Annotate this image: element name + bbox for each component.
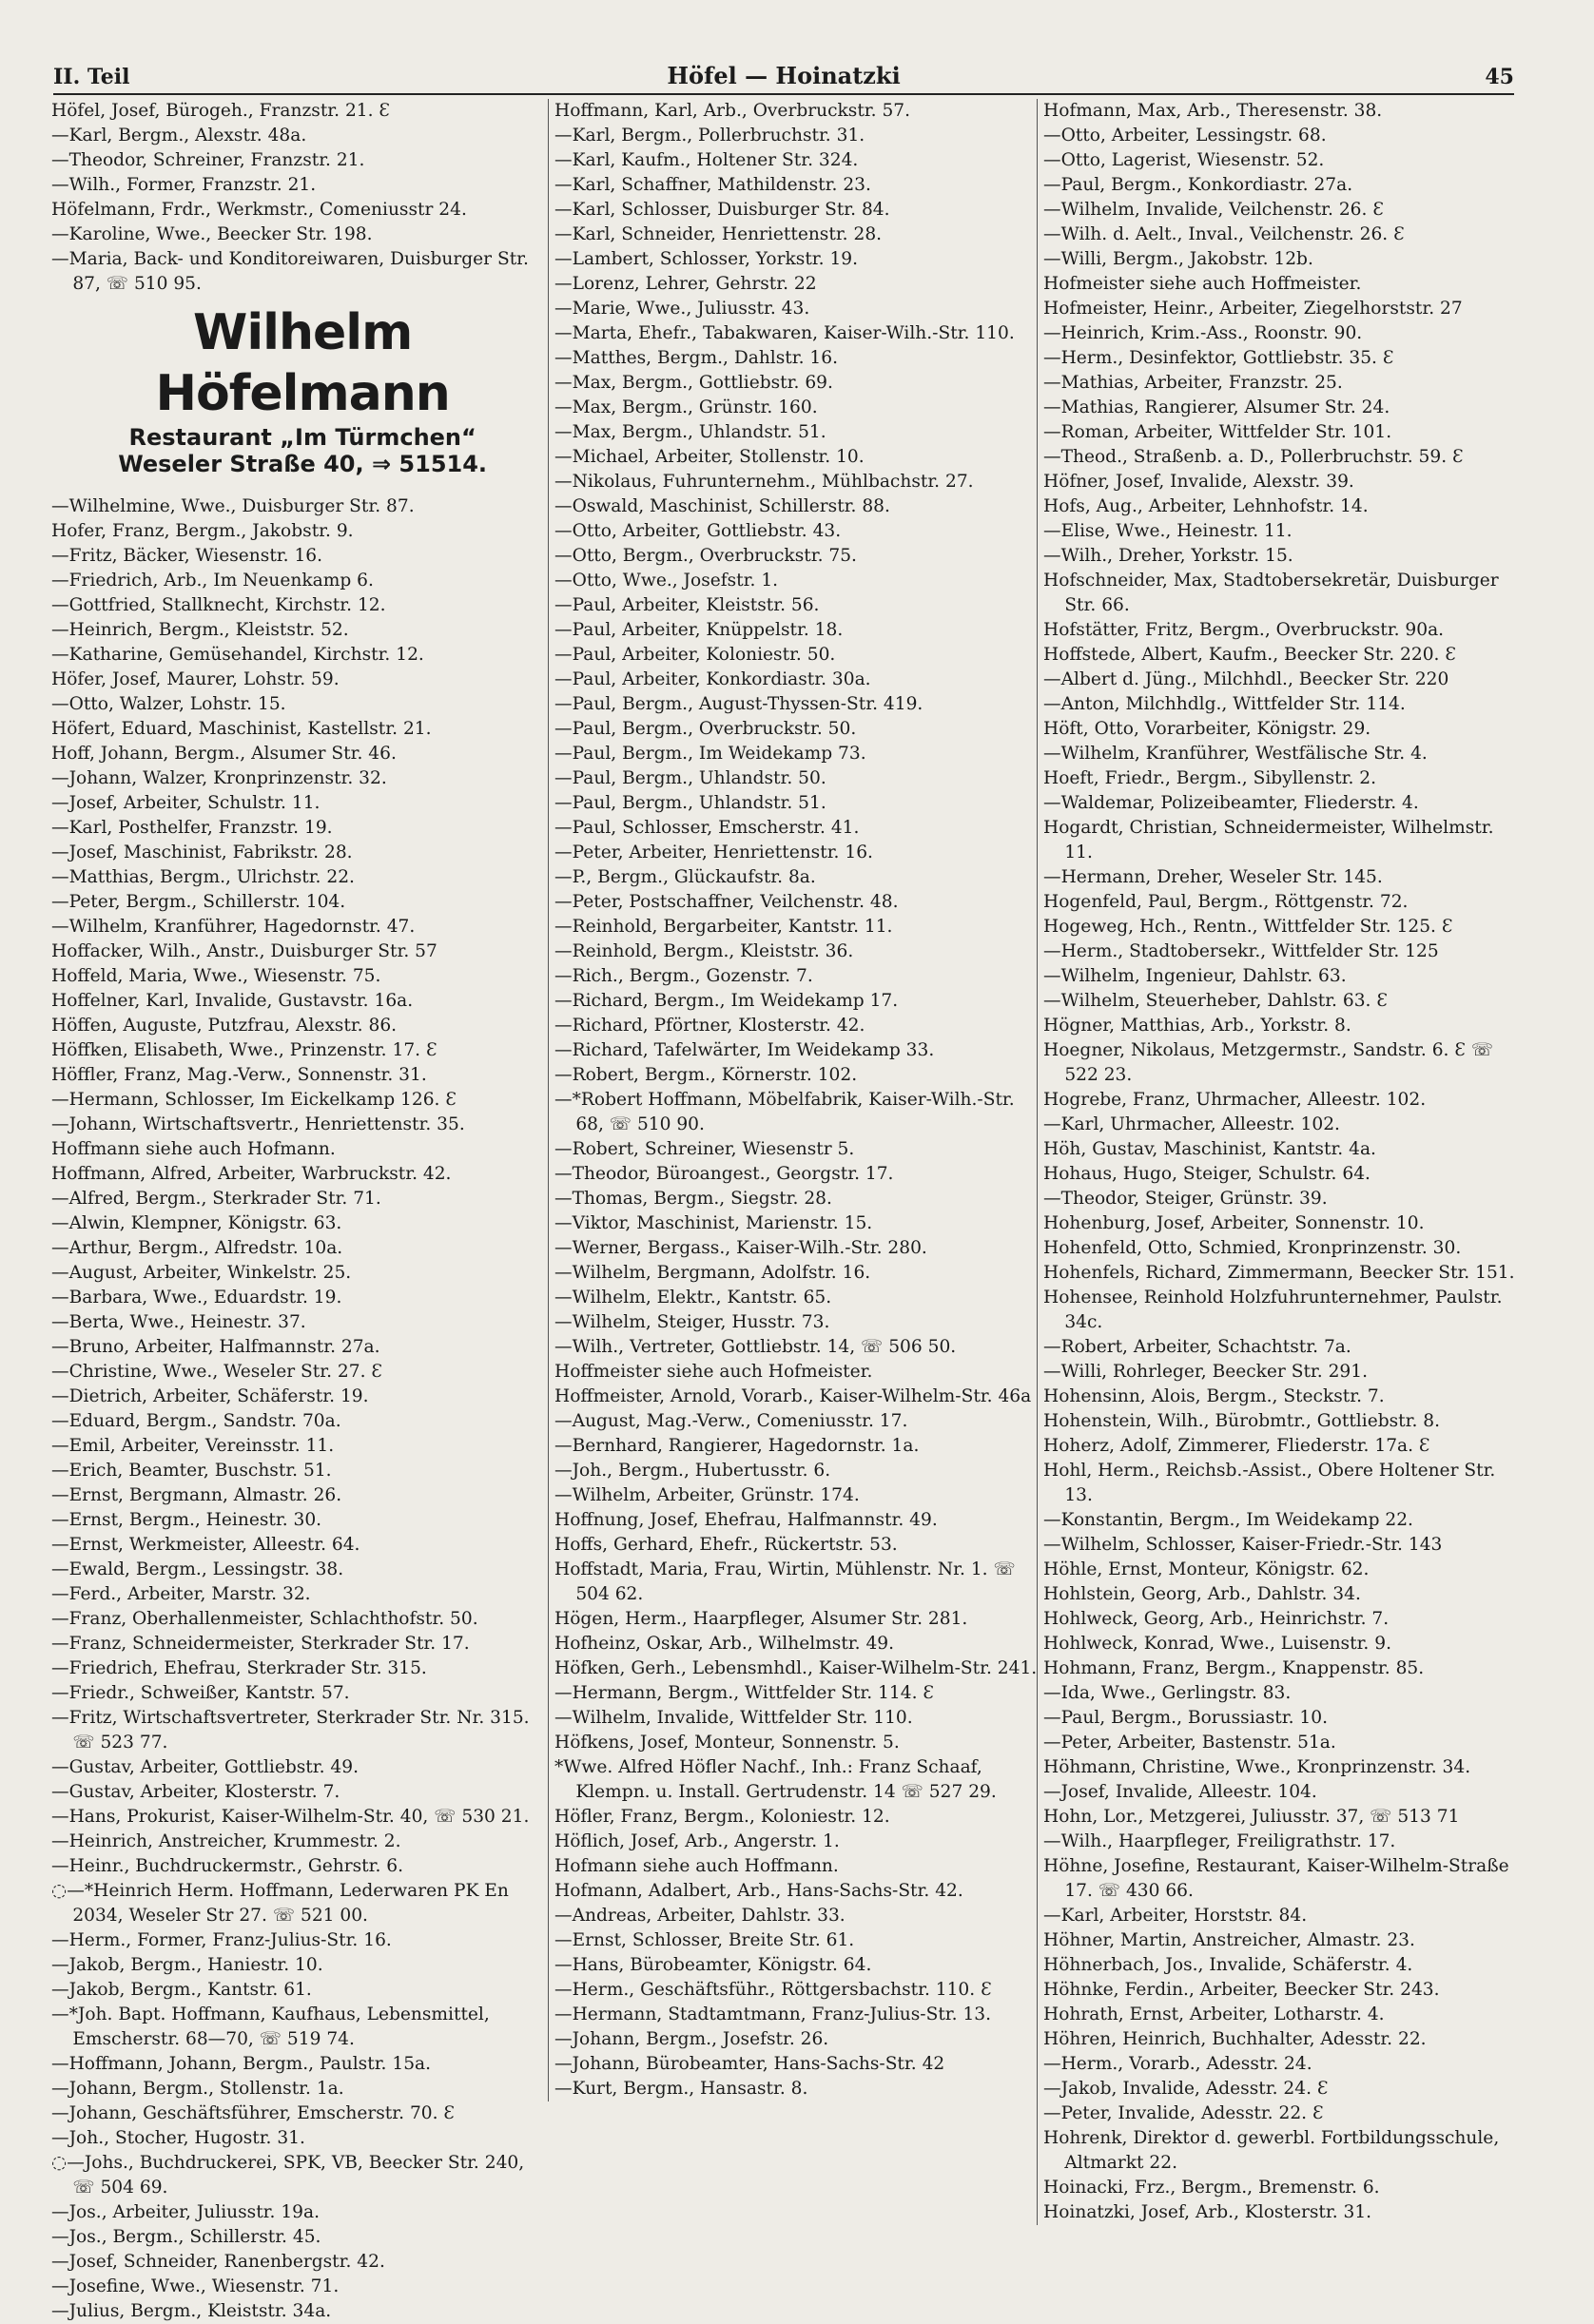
directory-entry: Höfler, Franz, Bergm., Koloniestr. 12. bbox=[554, 1807, 890, 1827]
directory-entry: Hofs, Aug., Arbeiter, Lehnhofstr. 14. bbox=[1043, 496, 1369, 516]
directory-entry: —Wilhelmine, Wwe., Duisburger Str. 87. bbox=[51, 496, 415, 516]
directory-entry: —Paul, Arbeiter, Koloniestr. 50. bbox=[554, 645, 836, 665]
directory-entry: —Elise, Wwe., Heinestr. 11. bbox=[1043, 521, 1293, 541]
directory-entry: —Thomas, Bergm., Siegstr. 28. bbox=[554, 1189, 832, 1209]
directory-entry: —Ernst, Bergm., Heinestr. 30. bbox=[51, 1510, 322, 1530]
directory-entry: —Karl, Schlosser, Duisburger Str. 84. bbox=[554, 200, 890, 220]
directory-entry: —Wilhelm, Steiger, Husstr. 73. bbox=[554, 1312, 830, 1332]
directory-entry: Hoffstadt, Maria, Frau, Wirtin, Mühlenstr. Nr. 1. ☏ 504 62. bbox=[554, 1559, 1016, 1604]
directory-entry: Hohrath, Ernst, Arbeiter, Lotharstr. 4. bbox=[1043, 2004, 1385, 2024]
directory-entry: —Wilh., Former, Franzstr. 21. bbox=[51, 175, 317, 195]
directory-entry: —Heinrich, Anstreicher, Krummestr. 2. bbox=[51, 1831, 401, 1851]
column-left-top bbox=[51, 99, 533, 297]
directory-entry: —Karl, Schneider, Henriettenstr. 28. bbox=[554, 224, 883, 244]
directory-entry: —*Joh. Bapt. Hoffmann, Kaufhaus, Lebensmittel, Emscherstr. 68—70, ☏ 519 74. bbox=[51, 2004, 490, 2049]
directory-entry: Hogeweg, Hch., Rentn., Wittfelder Str. 125. Ɛ bbox=[1043, 917, 1453, 937]
directory-entry: —Johann, Wirtschaftsvertr., Henriettenstr. 35. bbox=[51, 1114, 465, 1134]
directory-entry: —Alfred, Bergm., Sterkrader Str. 71. bbox=[51, 1189, 381, 1209]
directory-entry: —Viktor, Maschinist, Marienstr. 15. bbox=[554, 1213, 873, 1233]
directory-entry: —Roman, Arbeiter, Wittfelder Str. 101. bbox=[1043, 422, 1392, 442]
directory-entry: —*Robert Hoffmann, Möbelfabrik, Kaiser-Wilh.-Str. 68, ☏ 510 90. bbox=[554, 1090, 1015, 1134]
directory-entry: —Karl, Schaffner, Mathildenstr. 23. bbox=[554, 175, 871, 195]
directory-entry: —Herm., Desinfektor, Gottliebstr. 35. Ɛ bbox=[1043, 348, 1394, 368]
directory-entry: Hohrenk, Direktor d. gewerbl. Fortbildungsschule, Altmarkt 22. bbox=[1043, 2128, 1500, 2173]
directory-entry: —Paul, Arbeiter, Konkordiastr. 30a. bbox=[554, 669, 871, 689]
directory-entry: —Theodor, Steiger, Grünstr. 39. bbox=[1043, 1189, 1328, 1209]
directory-entry: —Wilhelm, Schlosser, Kaiser-Friedr.-Str. 143 bbox=[1043, 1535, 1443, 1555]
directory-entry: —Ernst, Bergmann, Almastr. 26. bbox=[51, 1485, 342, 1505]
directory-entry: Hofmeister, Heinr., Arbeiter, Ziegelhorststr. 27 bbox=[1043, 299, 1463, 319]
directory-entry: —Paul, Bergm., Im Weidekamp 73. bbox=[554, 744, 866, 764]
directory-entry: Hohmann, Franz, Bergm., Knappenstr. 85. bbox=[1043, 1658, 1425, 1678]
directory-entry: —Erich, Beamter, Buschstr. 51. bbox=[51, 1461, 332, 1481]
directory-entry: —Otto, Bergm., Overbruckstr. 75. bbox=[554, 546, 857, 566]
directory-entry: —Otto, Lagerist, Wiesenstr. 52. bbox=[1043, 150, 1325, 170]
directory-entry: —Josef, Arbeiter, Schulstr. 11. bbox=[51, 793, 321, 813]
directory-entry: Hoffmeister, Arnold, Vorarb., Kaiser-Wilhelm-Str. 46a bbox=[554, 1386, 1032, 1406]
directory-entry: —August, Mag.-Verw., Comeniusstr. 17. bbox=[554, 1411, 908, 1431]
directory-entry: —Willi, Bergm., Jakobstr. 12b. bbox=[1043, 249, 1313, 269]
directory-entry: Höhne, Josefine, Restaurant, Kaiser-Wilhelm-Straße 17. ☏ 430 66. bbox=[1043, 1856, 1509, 1901]
directory-entry: Hofer, Franz, Bergm., Jakobstr. 9. bbox=[51, 521, 354, 541]
directory-entry: Höflich, Josef, Arb., Angerstr. 1. bbox=[554, 1831, 840, 1851]
directory-entry: Höhnerbach, Jos., Invalide, Schäferstr. 4. bbox=[1043, 1955, 1413, 1975]
directory-entry: —Paul, Schlosser, Emscherstr. 41. bbox=[554, 818, 860, 838]
directory-entry: —Wilhelm, Kranführer, Hagedornstr. 47. bbox=[51, 917, 416, 937]
directory-entry: —Paul, Bergm., Uhlandstr. 50. bbox=[554, 768, 826, 788]
directory-entry: —Arthur, Bergm., Alfredstr. 10a. bbox=[51, 1238, 343, 1258]
directory-entry: —Johann, Walzer, Kronprinzenstr. 32. bbox=[51, 768, 387, 788]
directory-entry: —Johann, Geschäftsführer, Emscherstr. 70. Ɛ bbox=[51, 2103, 456, 2123]
directory-entry: Höfel, Josef, Bürogeh., Franzstr. 21. Ɛ bbox=[51, 101, 391, 121]
directory-entry: —Jos., Arbeiter, Juliusstr. 19a. bbox=[51, 2202, 321, 2222]
directory-entry: —Matthias, Bergm., Ulrichstr. 22. bbox=[51, 867, 355, 887]
directory-entry: —Andreas, Arbeiter, Dahlstr. 33. bbox=[554, 1906, 846, 1926]
directory-entry: —Wilh., Haarpfleger, Freiligrathstr. 17. bbox=[1043, 1831, 1396, 1851]
directory-entry: ◌—Johs., Buchdruckerei, SPK, VB, Beecker Str. 240, ☏ 504 69. bbox=[51, 2153, 525, 2198]
directory-entry: —Paul, Bergm., Borussiastr. 10. bbox=[1043, 1708, 1329, 1728]
directory-entry: Hohn, Lor., Metzgerei, Juliusstr. 37, ☏ 513 71 bbox=[1043, 1807, 1460, 1827]
directory-entry: —Peter, Arbeiter, Henriettenstr. 16. bbox=[554, 842, 873, 862]
directory-entry: Höhner, Martin, Anstreicher, Almastr. 23. bbox=[1043, 1930, 1415, 1950]
directory-entry: —Wilh., Dreher, Yorkstr. 15. bbox=[1043, 546, 1293, 566]
directory-entry: Hofmeister siehe auch Hoffmeister. bbox=[1043, 274, 1362, 294]
directory-entry: —Max, Bergm., Grünstr. 160. bbox=[554, 397, 818, 417]
column-left-bottom bbox=[51, 494, 533, 2324]
directory-entry: *Wwe. Alfred Höfler Nachf., Inh.: Franz Schaaf, Klempn. u. Install. Gertrudenstr. 14 ☏ 527 29. bbox=[554, 1757, 997, 1802]
directory-entry: —Wilh. d. Aelt., Inval., Veilchenstr. 26. Ɛ bbox=[1043, 224, 1405, 244]
directory-entry: —Bruno, Arbeiter, Halfmannstr. 27a. bbox=[51, 1337, 380, 1357]
directory-entry: —Herm., Geschäftsführ., Röttgersbachstr. 110. Ɛ bbox=[554, 1980, 992, 2000]
directory-entry: Hofmann, Max, Arb., Theresenstr. 38. bbox=[1043, 101, 1383, 121]
directory-entry: —Peter, Arbeiter, Bastenstr. 51a. bbox=[1043, 1733, 1336, 1753]
directory-entry: —Wilhelm, Bergmann, Adolfstr. 16. bbox=[554, 1263, 871, 1283]
directory-entry: —Wilhelm, Steuerheber, Dahlstr. 63. Ɛ bbox=[1043, 991, 1388, 1011]
directory-entry: —Jos., Bergm., Schillerstr. 45. bbox=[51, 2227, 321, 2247]
directory-entry: —Wilhelm, Invalide, Wittfelder Str. 110. bbox=[554, 1708, 913, 1728]
directory-entry: Hoffnung, Josef, Ehefrau, Halfmannstr. 49. bbox=[554, 1510, 938, 1530]
directory-entry: —Karl, Bergm., Pollerbruchstr. 31. bbox=[554, 126, 865, 145]
ad-address: Weseler Straße 40, ⇒ 51514. bbox=[118, 451, 488, 477]
directory-entry: —Otto, Wwe., Josefstr. 1. bbox=[554, 571, 779, 591]
directory-entry: —Friedrich, Arb., Im Neuenkamp 6. bbox=[51, 571, 374, 591]
directory-entry: —Jakob, Invalide, Adesstr. 24. Ɛ bbox=[1043, 2079, 1329, 2099]
directory-entry: —P., Bergm., Glückaufstr. 8a. bbox=[554, 867, 816, 887]
directory-entry: Hoffmeister siehe auch Hofmeister. bbox=[554, 1362, 873, 1382]
directory-entry: —Paul, Bergm., Uhlandstr. 51. bbox=[554, 793, 826, 813]
directory-entry: —Otto, Arbeiter, Gottliebstr. 43. bbox=[554, 521, 842, 541]
directory-entry: —Wilhelm, Elektr., Kantstr. 65. bbox=[554, 1288, 832, 1307]
directory-entry: Hoffelner, Karl, Invalide, Gustavstr. 16a. bbox=[51, 991, 414, 1011]
directory-entry: —Berta, Wwe., Heinestr. 37. bbox=[51, 1312, 306, 1332]
directory-entry: Höfer, Josef, Maurer, Lohstr. 59. bbox=[51, 669, 340, 689]
directory-entry: —Michael, Arbeiter, Stollenstr. 10. bbox=[554, 447, 865, 467]
directory-entry: —Hermann, Stadtamtmann, Franz-Julius-Str. 13. bbox=[554, 2004, 992, 2024]
directory-entry: —Reinhold, Bergm., Kleiststr. 36. bbox=[554, 941, 854, 961]
directory-entry: —Reinhold, Bergarbeiter, Kantstr. 11. bbox=[554, 917, 893, 937]
ad-subtitle: Restaurant „Im Türmchen“ bbox=[128, 424, 476, 451]
directory-entry: —Theod., Straßenb. a. D., Pollerbruchstr. 59. Ɛ bbox=[1043, 447, 1464, 467]
directory-entry: —Julius, Bergm., Kleiststr. 34a. bbox=[51, 2301, 332, 2321]
page-number: 45 bbox=[1485, 65, 1514, 89]
directory-entry: Hogrebe, Franz, Uhrmacher, Alleestr. 102. bbox=[1043, 1090, 1427, 1110]
directory-entry: —Joh., Stocher, Hugostr. 31. bbox=[51, 2128, 305, 2148]
directory-entry: —Friedrich, Ehefrau, Sterkrader Str. 315. bbox=[51, 1658, 427, 1678]
directory-entry: —Hoffmann, Johann, Bergm., Paulstr. 15a. bbox=[51, 2054, 432, 2074]
directory-entry: Hogenfeld, Paul, Bergm., Röttgenstr. 72. bbox=[1043, 892, 1409, 912]
directory-entry: Hoffmann, Alfred, Arbeiter, Warbruckstr. 42. bbox=[51, 1164, 452, 1184]
directory-entry: —Nikolaus, Fuhrunternehm., Mühlbachstr. 27. bbox=[554, 472, 974, 492]
directory-entry: Höhle, Ernst, Monteur, Königstr. 62. bbox=[1043, 1559, 1370, 1579]
directory-entry: Hohenfels, Richard, Zimmermann, Beecker Str. 151. bbox=[1043, 1263, 1515, 1283]
directory-entry: —Josef, Schneider, Ranenbergstr. 42. bbox=[51, 2252, 385, 2272]
directory-entry: —Matthes, Bergm., Dahlstr. 16. bbox=[554, 348, 838, 368]
directory-entry: Hoinacki, Frz., Bergm., Bremenstr. 6. bbox=[1043, 2178, 1380, 2198]
directory-entry: —Lambert, Schlosser, Yorkstr. 19. bbox=[554, 249, 859, 269]
directory-entry: —Richard, Pförtner, Klosterstr. 42. bbox=[554, 1016, 865, 1036]
column-left bbox=[51, 99, 533, 2324]
directory-entry: Höh, Gustav, Maschinist, Kantstr. 4a. bbox=[1043, 1139, 1376, 1159]
directory-entry: —Hermann, Dreher, Weseler Str. 145. bbox=[1043, 867, 1383, 887]
directory-entry: —Peter, Postschaffner, Veilchenstr. 48. bbox=[554, 892, 899, 912]
directory-entry: Hoffmann, Karl, Arb., Overbruckstr. 57. bbox=[554, 101, 911, 121]
directory-entry: —August, Arbeiter, Winkelstr. 25. bbox=[51, 1263, 352, 1283]
directory-entry: Hoffacker, Wilh., Anstr., Duisburger Str. 57 bbox=[51, 941, 437, 961]
directory-entry: —Bernhard, Rangierer, Hagedornstr. 1a. bbox=[554, 1436, 920, 1456]
directory-entry: —Werner, Bergass., Kaiser-Wilh.-Str. 280. bbox=[554, 1238, 927, 1258]
directory-entry: —Josef, Invalide, Alleestr. 104. bbox=[1043, 1782, 1317, 1802]
directory-entry: —Joh., Bergm., Hubertusstr. 6. bbox=[554, 1461, 831, 1481]
directory-entry: —Alwin, Klempner, Königstr. 63. bbox=[51, 1213, 342, 1233]
directory-entry: Hoffeld, Maria, Wwe., Wiesenstr. 75. bbox=[51, 966, 381, 986]
directory-entry: ◌—*Heinrich Herm. Hoffmann, Lederwaren PK En 2034, Weseler Str 27. ☏ 521 00. bbox=[51, 1881, 509, 1926]
directory-entry: —Karl, Posthelfer, Franzstr. 19. bbox=[51, 818, 333, 838]
directory-entry: —Kurt, Bergm., Hansastr. 8. bbox=[554, 2079, 808, 2099]
directory-entry: —Josef, Maschinist, Fabrikstr. 28. bbox=[51, 842, 353, 862]
section-label: II. Teil bbox=[53, 65, 130, 89]
directory-entry: Hofschneider, Max, Stadtobersekretär, Duisburger Str. 66. bbox=[1043, 571, 1499, 615]
directory-entry: Hohlstein, Georg, Arb., Dahlstr. 34. bbox=[1043, 1584, 1361, 1604]
directory-entry: —Wilhelm, Arbeiter, Grünstr. 174. bbox=[554, 1485, 860, 1505]
directory-entry: —Johann, Bergm., Stollenstr. 1a. bbox=[51, 2079, 344, 2099]
directory-entry: Höffen, Auguste, Putzfrau, Alexstr. 86. bbox=[51, 1016, 398, 1036]
directory-entry: —Heinrich, Bergm., Kleiststr. 52. bbox=[51, 620, 349, 640]
directory-entry: —Willi, Rohrleger, Beecker Str. 291. bbox=[1043, 1362, 1368, 1382]
directory-entry: —Ewald, Bergm., Lessingstr. 38. bbox=[51, 1559, 344, 1579]
column-right bbox=[1037, 99, 1523, 2225]
page-header bbox=[53, 55, 1514, 95]
directory-entry: —Friedr., Schweißer, Kantstr. 57. bbox=[51, 1683, 350, 1703]
directory-entry: —Paul, Bergm., Overbruckstr. 50. bbox=[554, 719, 857, 739]
directory-entry: Hoffs, Gerhard, Ehefr., Rückertstr. 53. bbox=[554, 1535, 898, 1555]
directory-entry: —Wilh., Vertreter, Gottliebstr. 14, ☏ 506 50. bbox=[554, 1337, 957, 1357]
directory-entry: —Paul, Arbeiter, Knüppelstr. 18. bbox=[554, 620, 844, 640]
directory-entry: —Richard, Tafelwärter, Im Weidekamp 33. bbox=[554, 1040, 935, 1060]
directory-entry: —Ernst, Schlosser, Breite Str. 61. bbox=[554, 1930, 855, 1950]
directory-entry: Höfner, Josef, Invalide, Alexstr. 39. bbox=[1043, 472, 1354, 492]
directory-entry: —Emil, Arbeiter, Vereinsstr. 11. bbox=[51, 1436, 335, 1456]
directory-entry: —Paul, Arbeiter, Kleiststr. 56. bbox=[554, 595, 820, 615]
directory-entry: Hofmann, Adalbert, Arb., Hans-Sachs-Str. 42. bbox=[554, 1881, 963, 1901]
directory-entry: —Otto, Walzer, Lohstr. 15. bbox=[51, 694, 286, 714]
directory-entry: Hoherz, Adolf, Zimmerer, Fliederstr. 17a. Ɛ bbox=[1043, 1436, 1430, 1456]
directory-entry: —Barbara, Wwe., Eduardstr. 19. bbox=[51, 1288, 342, 1307]
advertisement bbox=[51, 302, 533, 477]
directory-entry: Höfkens, Josef, Monteur, Sonnenstr. 5. bbox=[554, 1733, 900, 1753]
directory-entry: —Maria, Back- und Konditoreiwaren, Duisburger Str. 87, ☏ 510 95. bbox=[51, 249, 529, 294]
directory-entry: —Richard, Bergm., Im Weidekamp 17. bbox=[554, 991, 899, 1011]
directory-entry: —Franz, Schneidermeister, Sterkrader Str. 17. bbox=[51, 1634, 470, 1654]
directory-entry: Högen, Herm., Haarpfleger, Alsumer Str. 281. bbox=[554, 1609, 968, 1629]
directory-entry: —Peter, Invalide, Adesstr. 22. Ɛ bbox=[1043, 2103, 1324, 2123]
directory-entry: —Robert, Schreiner, Wiesenstr 5. bbox=[554, 1139, 855, 1159]
directory-entry: —Ferd., Arbeiter, Marstr. 32. bbox=[51, 1584, 311, 1604]
directory-entry: —Katharine, Gemüsehandel, Kirchstr. 12. bbox=[51, 645, 424, 665]
directory-entry: Hoff, Johann, Bergm., Alsumer Str. 46. bbox=[51, 744, 397, 764]
directory-entry: —Robert, Arbeiter, Schachtstr. 7a. bbox=[1043, 1337, 1351, 1357]
directory-entry: Hoinatzki, Josef, Arb., Klosterstr. 31. bbox=[1043, 2202, 1372, 2222]
directory-entry: —Fritz, Wirtschaftsvertreter, Sterkrader Str. Nr. 315. ☏ 523 77. bbox=[51, 1708, 530, 1753]
directory-entry: —Herm., Stadtobersekr., Wittfelder Str. 125 bbox=[1043, 941, 1439, 961]
directory-entry: Hohlweck, Georg, Arb., Heinrichstr. 7. bbox=[1043, 1609, 1390, 1629]
directory-entry: —Herm., Vorarb., Adesstr. 24. bbox=[1043, 2054, 1312, 2074]
directory-entry: —Hermann, Schlosser, Im Eickelkamp 126. Ɛ bbox=[51, 1090, 457, 1110]
directory-entry: Högner, Matthias, Arb., Yorkstr. 8. bbox=[1043, 1016, 1351, 1036]
directory-entry: —Peter, Bergm., Schillerstr. 104. bbox=[51, 892, 346, 912]
directory-entry: —Paul, Bergm., August-Thyssen-Str. 419. bbox=[554, 694, 923, 714]
directory-entry: Höffken, Elisabeth, Wwe., Prinzenstr. 17. Ɛ bbox=[51, 1040, 437, 1060]
directory-entry: —Fritz, Bäcker, Wiesenstr. 16. bbox=[51, 546, 323, 566]
directory-entry: Hohenstein, Wilh., Bürobmtr., Gottliebstr. 8. bbox=[1043, 1411, 1441, 1431]
directory-entry: Höfken, Gerh., Lebensmhdl., Kaiser-Wilhelm-Str. 241. bbox=[554, 1658, 1038, 1678]
directory-entry: —Hermann, Bergm., Wittfelder Str. 114. Ɛ bbox=[554, 1683, 934, 1703]
directory-entry: —Hans, Prokurist, Kaiser-Wilhelm-Str. 40, ☏ 530 21. bbox=[51, 1807, 530, 1827]
page-range-title: Höfel — Hoinatzki bbox=[667, 62, 901, 89]
directory-entry: —Anton, Milchhdlg., Wittfelder Str. 114. bbox=[1043, 694, 1406, 714]
directory-entry: —Robert, Bergm., Körnerstr. 102. bbox=[554, 1065, 858, 1085]
directory-entry: Hoeft, Friedr., Bergm., Sibyllenstr. 2. bbox=[1043, 768, 1377, 788]
directory-entry: —Lorenz, Lehrer, Gehrstr. 22 bbox=[554, 274, 817, 294]
directory-entry: Hogardt, Christian, Schneidermeister, Wilhelmstr. 11. bbox=[1043, 818, 1494, 862]
directory-entry: Hohl, Herm., Reichsb.-Assist., Obere Holtener Str. 13. bbox=[1043, 1461, 1496, 1505]
directory-entry: Hoffstede, Albert, Kaufm., Beecker Str. 220. Ɛ bbox=[1043, 645, 1456, 665]
directory-entry: Höhmann, Christine, Wwe., Kronprinzenstr. 34. bbox=[1043, 1757, 1471, 1777]
directory-entry: —Johann, Bürobeamter, Hans-Sachs-Str. 42 bbox=[554, 2054, 945, 2074]
directory-entry: —Ernst, Werkmeister, Alleestr. 64. bbox=[51, 1535, 360, 1555]
directory-entry: —Theodor, Büroangest., Georgstr. 17. bbox=[554, 1164, 894, 1184]
directory-entry: —Albert d. Jüng., Milchhdl., Beecker Str. 220 bbox=[1043, 669, 1449, 689]
directory-entry: —Theodor, Schreiner, Franzstr. 21. bbox=[51, 150, 365, 170]
directory-entry: —Jakob, Bergm., Kantstr. 61. bbox=[51, 1980, 312, 2000]
column-middle bbox=[548, 99, 1040, 2101]
directory-entry: —Ida, Wwe., Gerlingstr. 83. bbox=[1043, 1683, 1292, 1703]
directory-entry: —Max, Bergm., Gottliebstr. 69. bbox=[554, 373, 833, 393]
directory-entry: Höffler, Franz, Mag.-Verw., Sonnenstr. 31. bbox=[51, 1065, 427, 1085]
directory-entry: —Hans, Bürobeamter, Königstr. 64. bbox=[554, 1955, 872, 1975]
directory-entry: Hohaus, Hugo, Steiger, Schulstr. 64. bbox=[1043, 1164, 1370, 1184]
directory-entry: —Marta, Ehefr., Tabakwaren, Kaiser-Wilh.-Str. 110. bbox=[554, 323, 1015, 343]
directory-entry: —Wilhelm, Invalide, Veilchenstr. 26. Ɛ bbox=[1043, 200, 1384, 220]
directory-entry: —Mathias, Rangierer, Alsumer Str. 24. bbox=[1043, 397, 1390, 417]
directory-entry: —Karl, Kaufm., Holtener Str. 324. bbox=[554, 150, 859, 170]
directory-entry: —Oswald, Maschinist, Schillerstr. 88. bbox=[554, 496, 890, 516]
directory-entry: Hofheinz, Oskar, Arb., Wilhelmstr. 49. bbox=[554, 1634, 895, 1654]
directory-entry: Hohensee, Reinhold Holzfuhrunternehmer, Paulstr. 34c. bbox=[1043, 1288, 1503, 1332]
directory-entry: Hoegner, Nikolaus, Metzgermstr., Sandstr. 6. Ɛ ☏ 522 23. bbox=[1043, 1040, 1494, 1085]
directory-entry: Hohenburg, Josef, Arbeiter, Sonnenstr. 10. bbox=[1043, 1213, 1425, 1233]
directory-entry: —Wilhelm, Ingenieur, Dahlstr. 63. bbox=[1043, 966, 1347, 986]
directory-entry: Hoffmann siehe auch Hofmann. bbox=[51, 1139, 336, 1159]
directory-entry: —Paul, Bergm., Konkordiastr. 27a. bbox=[1043, 175, 1353, 195]
directory-entry: Höft, Otto, Vorarbeiter, Königstr. 29. bbox=[1043, 719, 1371, 739]
directory-entry: —Herm., Former, Franz-Julius-Str. 16. bbox=[51, 1930, 392, 1950]
directory-entry: Höhren, Heinrich, Buchhalter, Adesstr. 22. bbox=[1043, 2029, 1427, 2049]
directory-entry: Hofmann siehe auch Hoffmann. bbox=[554, 1856, 839, 1876]
directory-entry: —Wilhelm, Kranführer, Westfälische Str. 4. bbox=[1043, 744, 1428, 764]
directory-entry: Hohlweck, Konrad, Wwe., Luisenstr. 9. bbox=[1043, 1634, 1391, 1654]
directory-entry: —Karl, Arbeiter, Horststr. 84. bbox=[1043, 1906, 1308, 1926]
directory-entry: Hohenfeld, Otto, Schmied, Kronprinzenstr. 30. bbox=[1043, 1238, 1462, 1258]
directory-entry: —Franz, Oberhallenmeister, Schlachthofstr. 50. bbox=[51, 1609, 478, 1629]
directory-entry: —Eduard, Bergm., Sandstr. 70a. bbox=[51, 1411, 341, 1431]
directory-entry: —Heinrich, Krim.-Ass., Roonstr. 90. bbox=[1043, 323, 1363, 343]
directory-entry: —Dietrich, Arbeiter, Schäferstr. 19. bbox=[51, 1386, 369, 1406]
directory-entry: —Gustav, Arbeiter, Klosterstr. 7. bbox=[51, 1782, 340, 1802]
directory-entry: —Max, Bergm., Uhlandstr. 51. bbox=[554, 422, 826, 442]
directory-entry: —Johann, Bergm., Josefstr. 26. bbox=[554, 2029, 829, 2049]
directory-entry: —Jakob, Bergm., Haniestr. 10. bbox=[51, 1955, 323, 1975]
directory-entry: —Konstantin, Bergm., Im Weidekamp 22. bbox=[1043, 1510, 1413, 1530]
directory-entry: —Heinr., Buchdruckermstr., Gehrstr. 6. bbox=[51, 1856, 404, 1876]
directory-entry: —Mathias, Arbeiter, Franzstr. 25. bbox=[1043, 373, 1343, 393]
ad-name: Wilhelm Höfelmann bbox=[155, 304, 450, 422]
directory-entry: —Rich., Bergm., Gozenstr. 7. bbox=[554, 966, 813, 986]
directory-entry: —Otto, Arbeiter, Lessingstr. 68. bbox=[1043, 126, 1327, 145]
directory-entry: Höhnke, Ferdin., Arbeiter, Beecker Str. 243. bbox=[1043, 1980, 1440, 2000]
directory-entry: —Waldemar, Polizeibeamter, Fliederstr. 4. bbox=[1043, 793, 1419, 813]
directory-entry: —Marie, Wwe., Juliusstr. 43. bbox=[554, 299, 810, 319]
directory-entry: —Gottfried, Stallknecht, Kirchstr. 12. bbox=[51, 595, 386, 615]
directory-entry: Höfelmann, Frdr., Werkmstr., Comeniusstr 24. bbox=[51, 200, 467, 220]
directory-entry: —Gustav, Arbeiter, Gottliebstr. 49. bbox=[51, 1757, 359, 1777]
directory-entry: Hohensinn, Alois, Bergm., Steckstr. 7. bbox=[1043, 1386, 1385, 1406]
directory-entry: —Christine, Wwe., Weseler Str. 27. Ɛ bbox=[51, 1362, 382, 1382]
directory-entry: Höfert, Eduard, Maschinist, Kastellstr. 21. bbox=[51, 719, 432, 739]
directory-entry: Hofstätter, Fritz, Bergm., Overbruckstr. 90a. bbox=[1043, 620, 1445, 640]
directory-entry: —Karl, Bergm., Alexstr. 48a. bbox=[51, 126, 307, 145]
directory-entry: —Karoline, Wwe., Beecker Str. 198. bbox=[51, 224, 373, 244]
directory-entry: —Karl, Uhrmacher, Alleestr. 102. bbox=[1043, 1114, 1340, 1134]
directory-entry: —Josefine, Wwe., Wiesenstr. 71. bbox=[51, 2276, 340, 2296]
